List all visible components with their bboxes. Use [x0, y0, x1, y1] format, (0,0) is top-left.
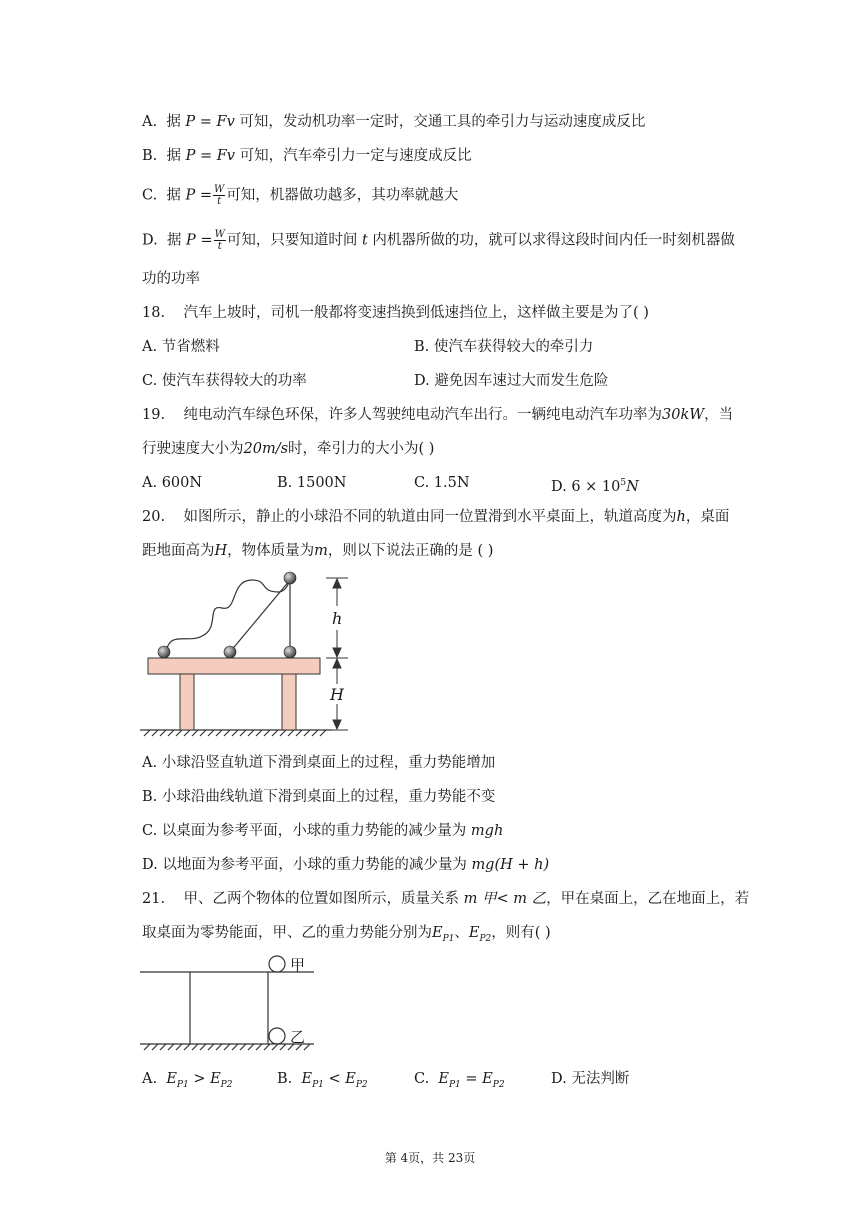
- q21-option-d: D. 无法判断: [551, 1071, 630, 1087]
- q20-track-figure: [140, 568, 370, 738]
- q20-stem-line1: 20. 如图所示，静止的小球沿不同的轨道由同一位置滑到水平桌面上，轨道高度为h，桌面: [142, 509, 730, 525]
- q19-option-b: B. 1500N: [277, 475, 347, 491]
- fraction-w-over-t: $\frac{W}{t}$: [214, 184, 225, 207]
- table-leg-right: [282, 674, 296, 730]
- table-top: [148, 658, 320, 674]
- page-footer: 第 4页，共 23页: [384, 1151, 476, 1165]
- label-jia: 甲: [290, 956, 306, 974]
- q20-stem-line2: 距地面高为H，物体质量为m，则以下说法正确的是 ( ): [142, 543, 494, 559]
- table-leg-left: [180, 674, 194, 730]
- incline-track: [230, 580, 290, 652]
- q21-option-a: A. $E_{P1} > E_{P2}$: [142, 1071, 233, 1090]
- q19-stem-line2: 行驶速度大小为20m/s时，牵引力的大小为( ): [142, 441, 435, 457]
- ball-top: [284, 572, 296, 584]
- q21-option-b: B. $E_{P1} < E_{P2}$: [277, 1071, 368, 1090]
- q17-option-c: C. 据 P = $\frac{W}{t}$ 可知，机器做功越多，其功率就越大: [142, 184, 459, 207]
- fraction-w-over-t: $\frac{W}{t}$: [214, 229, 225, 252]
- q19-option-c: C. 1.5N: [414, 475, 470, 491]
- dimension-markers: [326, 578, 348, 730]
- q20-option-d: D. 以地面为参考平面，小球的重力势能的减少量为 mg(H + h): [142, 857, 550, 873]
- q18-stem: 18. 汽车上坡时，司机一般都将变速挡换到低速挡位上，这样做主要是为了( ): [142, 305, 649, 321]
- q20-option-b: B. 小球沿曲线轨道下滑到桌面上的过程，重力势能不变: [142, 789, 496, 805]
- q19-stem-line1: 19. 纯电动汽车绿色环保，许多人驾驶纯电动汽车出行。一辆纯电动汽车功率为30kW，当: [142, 407, 734, 423]
- q20-option-c: C. 以桌面为参考平面，小球的重力势能的减少量为 mgh: [142, 823, 504, 839]
- ground-hatch-2: [140, 1044, 314, 1050]
- q17-option-d-continuation: 功的功率: [142, 271, 200, 287]
- q19-option-a: A. 600N: [142, 475, 203, 491]
- ground-hatch: [140, 730, 332, 736]
- ball-vertical-end: [284, 646, 296, 658]
- q18-option-c: C. 使汽车获得较大的功率: [142, 373, 307, 389]
- label-h: h: [332, 609, 343, 628]
- q18-option-d: D. 避免因车速过大而发生危险: [414, 373, 609, 389]
- q19-option-d: D. $6 \times 10^5N$: [551, 478, 639, 495]
- curved-track: [166, 580, 290, 652]
- q18-option-a: A. 节省燃料: [142, 339, 220, 355]
- q17-option-b: B. 据 P = Fv 可知，汽车牵引力一定与速度成反比: [142, 148, 472, 164]
- object-jia: [269, 956, 285, 972]
- q21-position-figure: [140, 950, 340, 1060]
- q21-stem-line2: 取桌面为零势能面，甲、乙的重力势能分别为$E_{P1}$、$E_{P2}$，则有( ): [142, 925, 551, 944]
- ball-curve-end: [158, 646, 170, 658]
- label-yi: 乙: [290, 1028, 306, 1046]
- ball-incline-end: [224, 646, 236, 658]
- label-H: H: [330, 685, 344, 704]
- q18-option-b: B. 使汽车获得较大的牵引力: [414, 339, 594, 355]
- object-yi: [269, 1028, 285, 1044]
- q17-option-a: A. 据 P = Fv 可知，发动机功率一定时，交通工具的牵引力与运动速度成反比: [142, 114, 646, 130]
- q21-stem-line1: 21. 甲、乙两个物体的位置如图所示，质量关系 m 甲< m 乙，甲在桌面上，乙在地面上，若: [142, 891, 750, 907]
- q21-option-c: C. $E_{P1} = E_{P2}$: [414, 1071, 505, 1090]
- q20-option-a: A. 小球沿竖直轨道下滑到桌面上的过程，重力势能增加: [142, 755, 496, 771]
- q17-option-d: D. 据 P = $\frac{W}{t}$ 可知，只要知道时间 t 内机器所做的功，就可以求得这段时间内任一时刻机器做: [142, 229, 735, 252]
